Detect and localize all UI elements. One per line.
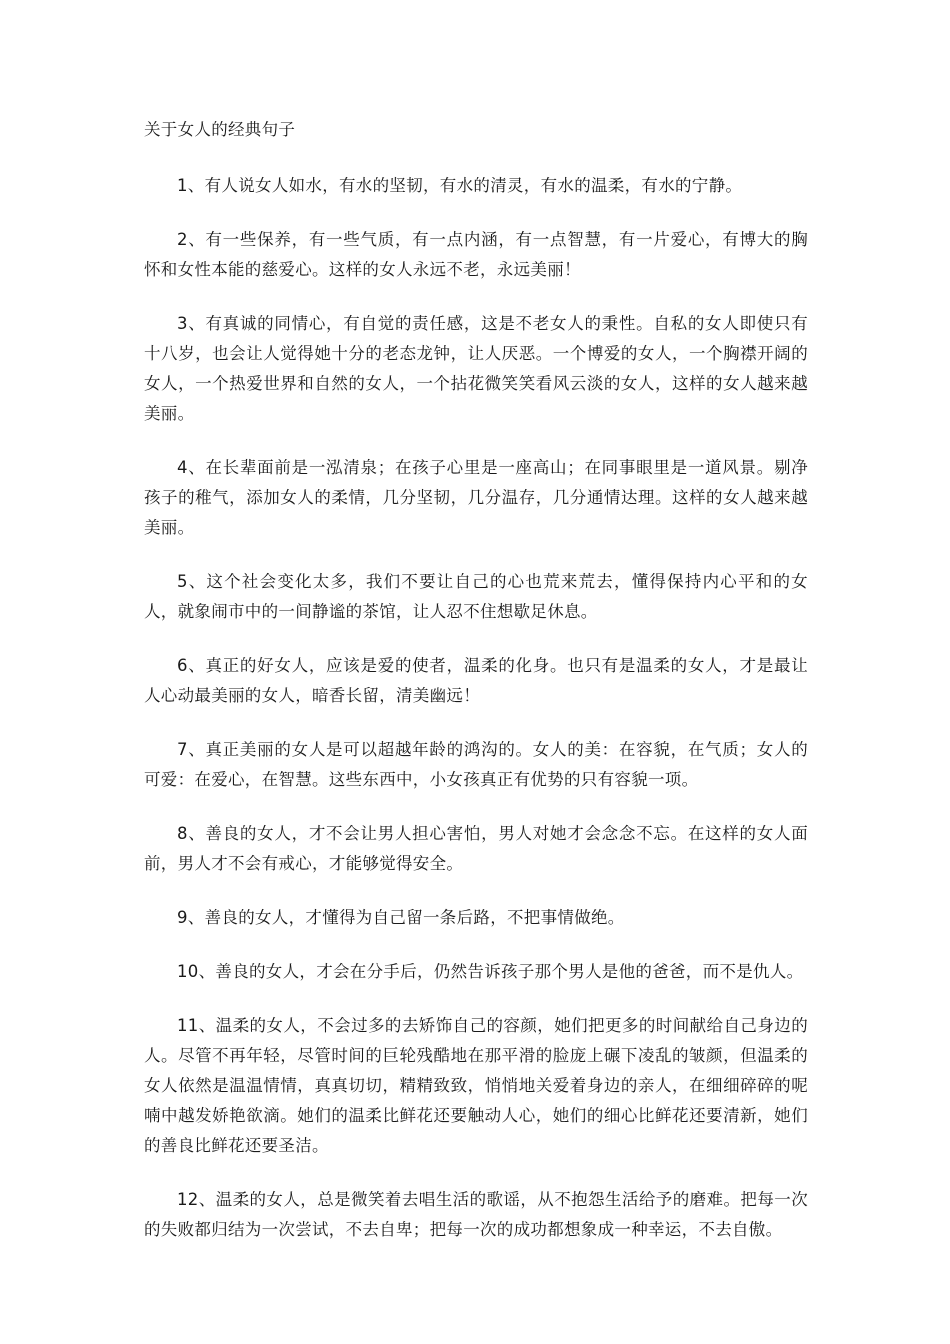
- paragraph-5: 5、这个社会变化太多，我们不要让自己的心也荒来荒去，懂得保持内心平和的女人，就象闹市中的一间静谧的茶馆，让人忍不住想歇足休息。: [144, 572, 808, 621]
- paragraph-12: 12、温柔的女人，总是微笑着去唱生活的歌谣，从不抱怨生活给予的磨难。把每一次的失败都归结为一次尝试，不去自卑；把每一次的成功都想象成一种幸运，不去自傲。: [144, 1190, 808, 1239]
- paragraph-3: 3、有真诚的同情心，有自觉的责任感，这是不老女人的秉性。自私的女人即使只有十八岁，也会让人觉得她十分的老态龙钟，让人厌恶。一个博爱的女人，一个胸襟开阔的女人，一个热爱世界和自然的女人，一个拈花微笑笑看风云淡的女人，这样的女人越来越美丽。: [144, 314, 808, 423]
- paragraph-10: 10、善良的女人，才会在分手后，仍然告诉孩子那个男人是他的爸爸，而不是仇人。: [177, 962, 804, 981]
- paragraph-8: 8、善良的女人，才不会让男人担心害怕，男人对她才会念念不忘。在这样的女人面前，男人才不会有戒心，才能够觉得安全。: [144, 824, 808, 873]
- paragraph-4: 4、在长辈面前是一泓清泉；在孩子心里是一座高山；在同事眼里是一道风景。剔净孩子的稚气，添加女人的柔情，几分坚韧，几分温存，几分通情达理。这样的女人越来越美丽。: [144, 458, 808, 537]
- paragraph-9: 9、善良的女人，才懂得为自己留一条后路，不把事情做绝。: [177, 908, 625, 927]
- paragraph-2: 2、有一些保养，有一些气质，有一点内涵，有一点智慧，有一片爱心，有博大的胸怀和女性本能的慈爱心。这样的女人永远不老，永远美丽！: [144, 230, 808, 279]
- paragraph-6: 6、真正的好女人，应该是爱的使者，温柔的化身。也只有是温柔的女人，才是最让人心动最美丽的女人，暗香长留，清美幽远！: [144, 656, 808, 705]
- document-title: 关于女人的经典句子: [144, 120, 296, 139]
- paragraph-11: 11、温柔的女人，不会过多的去矫饰自己的容颜，她们把更多的时间献给自己身边的人。尽管不再年轻，尽管时间的巨轮残酷地在那平滑的脸庞上碾下凌乱的皱颜，但温柔的女人依然是温温情情，真真切切，精精致致，悄悄地关爱着身边的亲人，在细细碎碎的呢喃中越发娇艳欲滴。她们的温柔比鲜花还要触动人心，她们的细心比鲜花还要清新，她们的善良比鲜花还要圣洁。: [144, 1016, 808, 1155]
- document-body: [144, 117, 808, 1245]
- paragraph-7: 7、真正美丽的女人是可以超越年龄的鸿沟的。女人的美：在容貌，在气质；女人的可爱：在爱心，在智慧。这些东西中，小女孩真正有优势的只有容貌一项。: [144, 740, 808, 789]
- paragraph-1: 1、有人说女人如水，有水的坚韧，有水的清灵，有水的温柔，有水的宁静。: [177, 176, 743, 195]
